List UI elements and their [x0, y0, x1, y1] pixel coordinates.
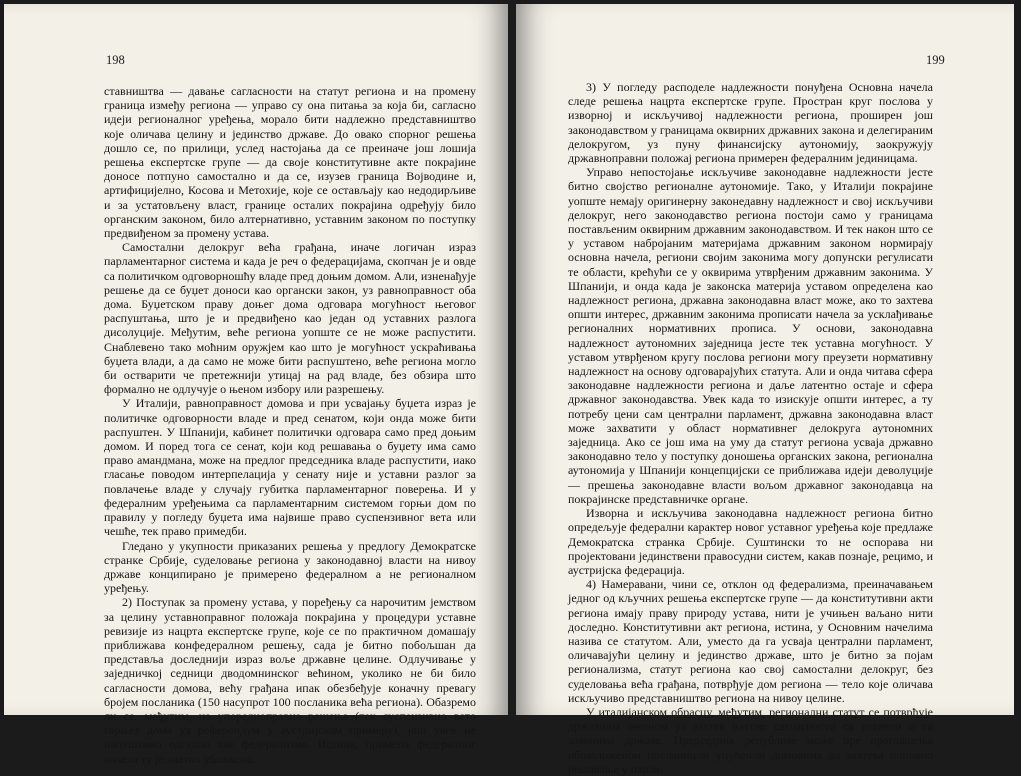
page-body — [104, 84, 476, 766]
paragraph: Самостални делокруг већа грађана, иначе логичан израз парламентарног система и када је реч о федерацијама, скопчан је и овде са политичком одговорношћу владе пред доњим домом. Али, изненађује решење да се буџет доноси као органски закон, уз равноправност оба дома. Буџетском праву доњег дома одговара могућност његовог распуштања, што је и предвиђено као један од уставних разлога дисолуције. Међутим, веће региона уопште се не може распустити. Снаблевено тако моћним оружјем као што је могућност ускраћивања буџета влади, а да само не може бити распуштено, веће региона могло би остварити че претежнији утицај на рад владе, без обзира што формално не одлучује о њеном избору или разрешењу. — [104, 240, 476, 397]
paragraph: 3) У погледу расподеле надлежности понуђена Основна начела следе решења нацрта експертске групе. Простран круг послова у изворној и искључивој надлежности региона, проширен још законодавством у границама оквирних државних закона и делегираним делокругом, уз пуну финансијску аутономију, заокружују државноправни положај региона примерен федералним јединицама. — [568, 80, 933, 166]
page-body — [568, 80, 933, 776]
paragraph: 4) Намеравани, чини се, отклон од федерализма, преиначавањем једног од кључних решења експертске групе — да конститутивни акти региона имају праву природу устава, нити је учињен ваљано нити доследно. Конститутивни акт региона, истина, у Основним начелима назива се статутом. Али, уместо да га усваја централни парламент, оличавајући целину и јединство државе, што је битно за појам регионализма, статут региона као свој самостални делокруг, без суделовања већа грађана, потврђује дом региона — тело које оличава искључиво представништво региона на нивоу целине. — [568, 577, 933, 705]
left-page — [4, 4, 508, 766]
paragraph: 2) Поступак за промену устава, у поређењу са нарочитим јемством за целину уставноправног положаја покрајина у процедури уставне ревизије из нацрта експертске групе, које се по практичном домашају приближава конфедералном решењу, сада је битно побољшан да представља доследнији израз вољe државне целине. Одлучивање у заједничкој седници дводомнинског већином, уколико не би било сагласности домова, већу грађана ипак обезбеђује коначну превагу бројем посланика (150 насупрот 100 посланика већа региона). Обазремо ли се, међутим, на упоредноправна решења (тек суспензивно вето горњег дома уз референдум у аустријском примеру), још увек не напуштамо одсудно тле федерализма. Истина, примена федералног начела ту је знатно ублажена. — [104, 595, 476, 766]
page-number: 199 — [926, 53, 945, 67]
paragraph: Гледано у укупности приказаних решења у предлогу Демократске странке Србије, суделовање региона у законодавној власти на нивоу државе конципирано је примерено федералном а не регионалном уређењу. — [104, 538, 476, 596]
paragraph: ставништва — давање сагласности на статут региона и на промену граница између региона — управо су она питања за која би, сагласно идеји регионалног уређења, морало бити надлежно представништво које оличава целину и јединство државе. До овако спорног решења дошло се, по прилици, услед настојања да се преиначе још лошија решења експертске групе — да своје конститутивне акте покрајине доносе потпуно самостално и да се, изузев граница Војводине и, артифицијелно, Косова и Метохије, које се остављају као недодирљиве и за устатовљену власт, границе осталих покрајина одређују било органским законом, било алтернативно, уставним законом по поступку предвиђеном за промену устава. — [104, 84, 476, 241]
page-number: 198 — [106, 53, 125, 67]
paragraph: У Италији, равноправност домова и при усвајању буџета израз је политичке одговорности владе и пред сенатом, који онда може бити распуштен. У Шпанији, кабинет политички одговара само пред доњим домом. И поред тога се сенат, који код решавања о буџету има само право амандмана, може на предлог председника владе распустити, иако гласање поводом интерпелација у сенату није и уставни разлог за повлачење владе у случају губитка парламентарног поверења. И у федералним уређењима са парламентарним системом горњи дом по правилу у погледу буџета има највише право суспензивног вета или чешће, тек право примедби. — [104, 396, 476, 539]
paragraph: Изворна и искључива законодавна надлежност региона битно опредељује федерални карактер новог уставног уређења које предлаже Демократска странка Србије. Суштински то не оспорава ни пројектовани јединствени правосудни систем, какав познаје, рецимо, и аустријска федерација. — [568, 506, 933, 577]
paragraph: Управо непостојање искључиве законодавне надлежности јесте битно својство регионалне аутономије. Тако, у Италији покрајине уопште немају оригинерну законедавну надлежност и свој искључиви делокруг, него законодавство региона постоји само у границама постављеним оквирним државним законодавством. И тек након што се у уставом набројаним материјама државним законом нормирају основна начела, региони својим законима могу допунски регулисати те области, крећући се у оквирима утврђеним државним законима. У Шпанији, и онда када је законска материја уставом определена као надлежност региона, државна законодавна власт може, ако то захтева општи интерес, државним законима прописати начела за усклађивање регионалних нормативних прописа. У основи, законодавна надлежност аутономних заједница јесте тек уставна могућност. У уставом утврђеном кругу послова региони могу преузети нормативну надлежност на основу одговарајућих статута. Али и онда читава сфера законодавне надлежности региона и даље латентно остаје и сфера државног законодавства. Увек када то изискује општи интерес, а ту потребу цени сам централни парламент, државна законодавна власт може захватити у област нормативнег делокруга аутономних заједница. Ако се још има на уму да статут региона усваја државно законодавно тело у поступку доношења органских закона, регионална аутономија у Шпанији концепцијски се приближава идеји деволуције — прешења законодавне власти вољом државног законодавца на покрајинске представничке органе. — [568, 165, 933, 506]
paragraph: У италијанском обрасцу, међутим, регионални статут се потврђује државним законом уз захтев његове сагласности са уставом и са законима државе. Председник републике може пре проглашења образложеном посланицом упућеном домовима да захтева поновно решавање у парла- — [568, 704, 933, 776]
right-page — [516, 4, 1014, 776]
